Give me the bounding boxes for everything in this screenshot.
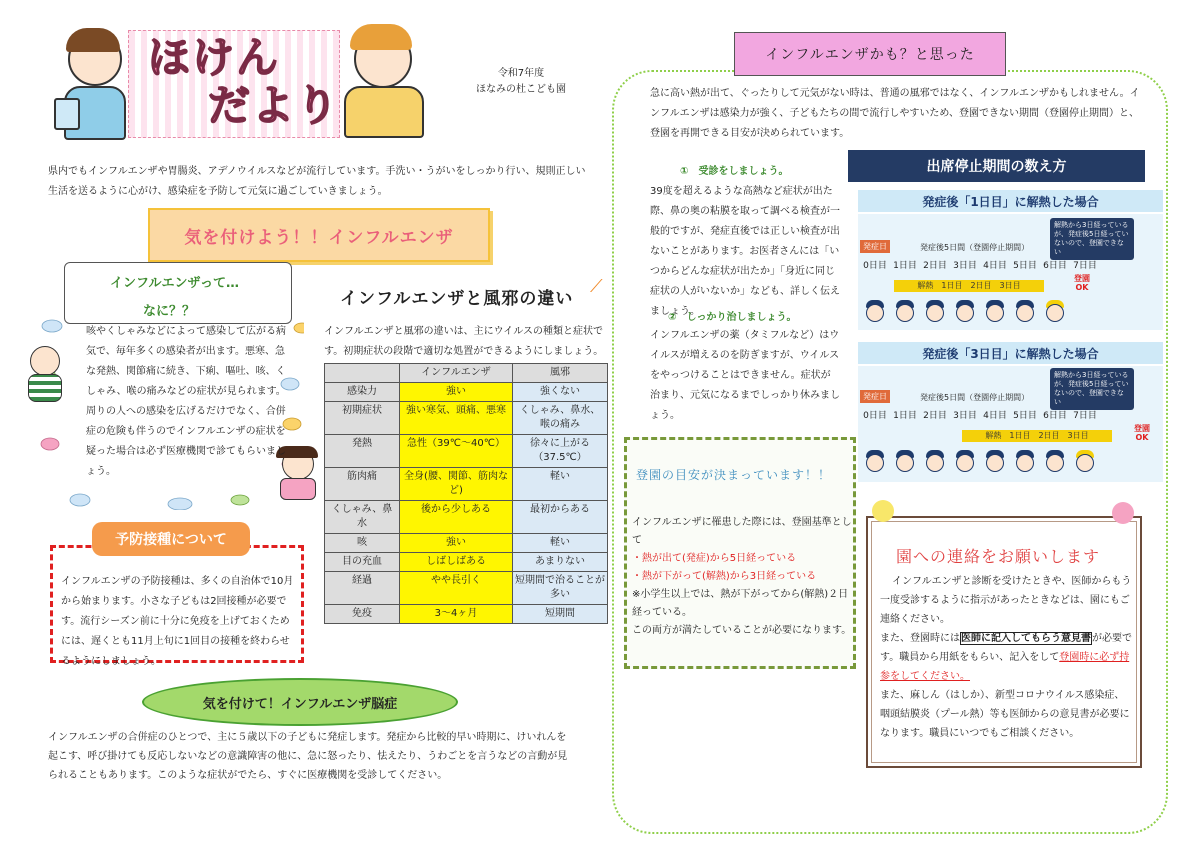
day-label: 5日目 [1013,261,1037,271]
row-label: 免疫 [325,605,400,624]
newsletter-title: ほけん だより [148,33,341,130]
criteria-text [632,514,854,640]
criteria-line: ※小学生以上では、熱が下がってから(解熱)２日経っている。 [632,589,849,618]
step1-body: 39度を超えるような高熱など症状が出た際、鼻の奥の粘膜を取って調べる検査が一般的ですが、発症直後では正しい検査が出ないことがあります。お医者さんには「いつからどんな症状が出たか」「身近に同じ症状の人がいないか」なども、詳しく伝えましょう。 [650,186,840,317]
child-face-icon [1076,450,1094,472]
child-face-icon [1046,300,1064,322]
day-label: 3日目 [953,261,977,271]
case1-title: 発症後「1日目」に解熱した場合 [858,190,1163,212]
day-row [860,258,1100,271]
child-illustration-left [54,28,130,138]
child-face-icon [896,300,914,322]
cold-cell: 最初からある [513,501,608,534]
row-label: 感染力 [325,383,400,402]
intro-text: 県内でもインフルエンザや胃腸炎、アデノウイルスなどが流行しています。手洗い・うがいをしっかり行い、規則正しい生活を送るように心がけ、感染症を予防して元気に過ごしていきましょう。 [48,166,586,197]
caution-banner: 気を付けよう！！インフルエンザ [148,208,490,262]
day-label: 6日目 [1043,411,1067,421]
day-label: 2日目 [923,261,947,271]
day-label: 0日目 [863,261,887,271]
encephalopathy-heading: 気を付けて！インフルエンザ脳症 [142,678,458,726]
step1-title: ① 受診をしましょう。 [680,166,789,177]
flu-cell: 急性（39℃〜40℃） [400,435,513,468]
contact-text [880,572,1132,743]
child-face-icon [1016,450,1034,472]
child-face-icon [1016,300,1034,322]
ok-badge: 登園 OK [1074,274,1090,292]
child-face-icon [1046,450,1064,472]
case1-diagram [858,214,1163,330]
cold-cell: 徐々に上がる（37.5℃） [513,435,608,468]
contact-title: 園への連絡をお願いします [896,547,1101,566]
right-heading: インフルエンザかも？と思った [734,32,1006,76]
what-is-body: 咳やくしゃみなどによって感染して広がる病気で、毎年多くの感染者が出ます。悪寒、急な発熱、関節痛に続き、下痢、嘔吐、咳、くしゃみ、喉の痛みなどの症状が見られます。周りの人への感染を広げるだけでなく、合併症の危険も伴うのでインフルエンザの症状を疑った場合は必ず医療機関で診てもらいましょう。 [86,326,286,477]
table-row [325,534,608,553]
criteria-line: ・熱が出て(発症)から5日経っている [632,553,797,564]
vaccine-body: インフルエンザの予防接種は、多くの自治体で10月から始まります。小さな子どもは2回接種が必要です。流行シーズン前に十分に免疫を上げておくためには、遅くとも11月上旬に1回目の接種を終わらせるようにしましょう。 [61,576,294,667]
table-row [325,402,608,435]
day-label: 7日目 [1073,261,1097,271]
day-row [860,408,1100,421]
flu-cell: しばしばある [400,553,513,572]
comparison-table [324,363,608,624]
flu-cell: 3〜4ヶ月 [400,605,513,624]
child-face-icon [956,300,974,322]
case2-note: 解熱から3日経っているが、発症後5日経っていないので、登園できない [1050,368,1134,410]
day-label: 1日目 [893,261,917,271]
vaccine-box [50,545,304,667]
day-label: 0日目 [863,411,887,421]
cold-cell: くしゃみ、鼻水、喉の痛み [513,402,608,435]
child-face-icon [986,450,1004,472]
vaccine-heading: 予防接種について [92,522,250,556]
coughing-child-illustration [22,346,66,402]
contact-paragraph: また、麻しん（はしか）、新型コロナウイルス感染症、咽頭結膜炎（プール熱）等も医師からの意見書が必要になります。職員にいつでもご相談ください。 [880,690,1130,739]
flu-cell: 強い寒気、頭痛、悪寒 [400,402,513,435]
criteria-line: この両方が満たしていることが必要になります。 [632,625,852,636]
issuer: 令和7年度 ほなみの杜こども園 [476,68,566,95]
flu-cell: やや長引く [400,572,513,605]
criteria-line: ・熱が下がって(解熱)から3日経っている [632,571,817,582]
onset-label: 発症日 [860,240,890,253]
cold-cell: 軽い [513,468,608,501]
pushpin-icon [872,500,894,522]
row-label: 目の充血 [325,553,400,572]
what-is-title-2: なに？？ [143,304,196,319]
onset-label: 発症日 [860,390,890,403]
period-label: 発症後5日間（登園停止期間） [920,243,1030,252]
table-row [325,572,608,605]
child-face-icon [956,450,974,472]
flu-cell: 強い [400,383,513,402]
row-label: 初期症状 [325,402,400,435]
step2-body: インフルエンザの薬（タミフルなど）はウイルスが増えるのを防ぎますが、ウイルスをやっつけることはできません。症状が治まり、元気になるまでしっかり休みましょう。 [650,330,840,421]
difference-title: インフルエンザと風邪の違い [340,289,574,309]
child-illustration-right [336,24,428,138]
row-label: くしゃみ、鼻水 [325,501,400,534]
right-intro: 急に高い熱が出て、ぐったりして元気がない時は、普通の風邪ではなく、インフルエンザかもしれません。インフルエンザは感染力が強く、子どもたちの間で流行しやすいため、登園できない期間（登園停止期間）と、登園を再開できる目安が決められています。 [650,88,1140,139]
table-row [325,605,608,624]
row-label: 筋肉痛 [325,468,400,501]
table-row [325,435,608,468]
contact-paragraph: また、登園時には医師に記入してもらう意見書が必要です。職員から用紙をもらい、記入をして登園時に必ず持参をしてください。 [880,633,1132,682]
case2-title: 発症後「3日目」に解熱した場合 [858,342,1163,364]
cold-cell: 軽い [513,534,608,553]
table-header-cell: インフルエンザ [400,364,513,383]
child-face-icon [896,450,914,472]
criteria-line: インフルエンザに罹患した際には、登園基準として [632,517,852,546]
child-face-icon [986,300,1004,322]
pushpin-icon [1112,502,1134,524]
cold-cell: あまりない [513,553,608,572]
child-face-icon [866,450,884,472]
day-label: 3日目 [953,411,977,421]
step2-title: ② しっかり治しましょう。 [668,312,797,323]
day-label: 6日目 [1043,261,1067,271]
period-label: 発症後5日間（登園停止期間） [920,393,1030,402]
day-label: 1日目 [893,411,917,421]
day-label: 7日目 [1073,411,1097,421]
row-label: 発熱 [325,435,400,468]
case1-note: 解熱から3日経っているが、発症後5日経っていないので、登園できない [1050,218,1134,260]
ok-badge: 登園 OK [1134,424,1150,442]
table-header-cell: 風邪 [513,364,608,383]
fever-break-arrow: 解熱 1日目 2日目 3日目 [962,430,1112,442]
table-row [325,468,608,501]
what-is-title-1: インフルエンザって… [110,276,239,291]
faces-row [866,300,1064,322]
case2-diagram [858,366,1163,482]
day-label: 5日目 [1013,411,1037,421]
flu-cell: 強い [400,534,513,553]
row-label: 経過 [325,572,400,605]
table-row [325,501,608,534]
fever-break-arrow: 解熱 1日目 2日目 3日目 [894,280,1044,292]
table-row [325,383,608,402]
cold-cell: 短期間で治ることが多い [513,572,608,605]
flu-cell: 後から少しある [400,501,513,534]
day-label: 2日目 [923,411,947,421]
contact-paragraph: インフルエンザと診断を受けたときや、医師からもう一度受診するように指示があったときなどは、園にもご連絡ください。 [880,576,1132,625]
table-header-cell [325,364,400,383]
flu-cell: 全身(腰、関節、筋肉など) [400,468,513,501]
encephalopathy-body: インフルエンザの合併症のひとつで、主に５歳以下の子どもに発症します。発症から比較的早い時期に、けいれんを起こす、呼び掛けても反応しないなどの意識障害の他に、急に怒ったり、怯えたり、うわごとを言うなどの言動が見られることもあります。このような症状がでたら、すぐに医療機関を受診してください。 [48,732,568,781]
child-face-icon [866,300,884,322]
cold-cell: 強くない [513,383,608,402]
row-label: 咳 [325,534,400,553]
day-label: 4日目 [983,261,1007,271]
calc-heading: 出席停止期間の数え方 [848,150,1145,182]
difference-text: インフルエンザと風邪の違いは、主にウイルスの種類と症状です。初期症状の段階で適切な処置ができるようにしましょう。 [324,326,604,357]
criteria-title: 登園の目安が決まっています！！ [636,468,832,482]
child-face-icon [926,300,944,322]
cold-cell: 短期間 [513,605,608,624]
table-header [325,364,608,383]
child-face-icon [926,450,944,472]
sparkle-icon: ⟋ [590,276,603,297]
day-label: 4日目 [983,411,1007,421]
table-row [325,553,608,572]
faces-row [866,450,1094,472]
